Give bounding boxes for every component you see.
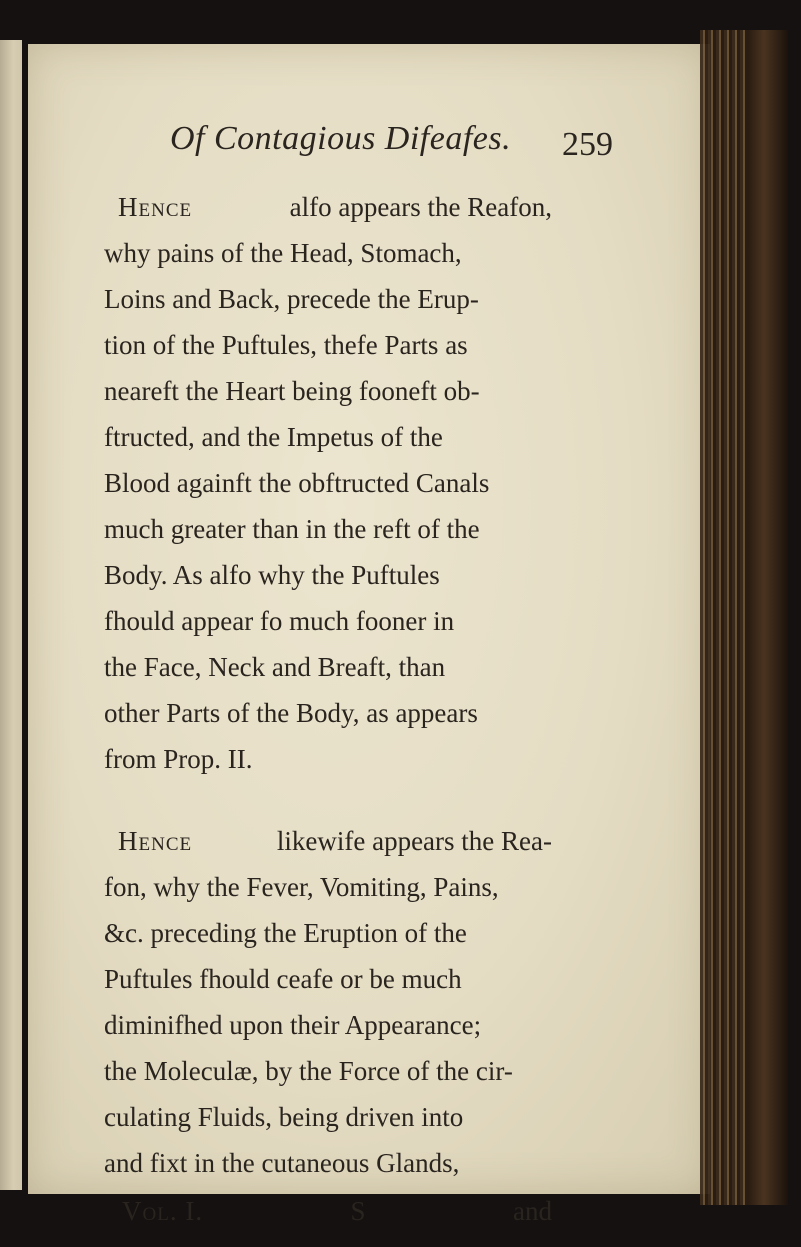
text-line: ftructed, and the Impetus of the — [104, 422, 443, 452]
facing-page-edge — [0, 40, 22, 1190]
text-line: why pains of the Head, Stomach, — [104, 238, 462, 268]
catchword: and — [513, 1196, 552, 1226]
text-line: culating Fluids, being driven into — [104, 1102, 464, 1132]
paragraph-gap — [104, 782, 552, 818]
line-text: alfo appears the Reafon, — [289, 192, 552, 222]
paragraph-1 — [104, 184, 552, 782]
text-line: from Prop. II. — [104, 744, 253, 774]
book-spine — [748, 30, 788, 1205]
lead-word: Hence — [118, 826, 193, 856]
line-text: likewife appears the Rea- — [276, 826, 552, 856]
paragraph-2 — [104, 818, 552, 1186]
signature-mark: S — [350, 1196, 366, 1226]
text-line — [104, 818, 552, 864]
text-line: Body. As alfo why the Puftules — [104, 560, 440, 590]
text-line: &c. preceding the Eruption of the — [104, 918, 467, 948]
lead-word: Hence — [118, 192, 193, 222]
text-line: much greater than in the reft of the — [104, 514, 480, 544]
page-footer — [104, 1188, 552, 1234]
text-line: tion of the Puftules, thefe Parts as — [104, 330, 468, 360]
text-line: fon, why the Fever, Vomiting, Pains, — [104, 872, 499, 902]
text-line: the Moleculæ, by the Force of the cir- — [104, 1056, 513, 1086]
text-line: Puftules fhould ceafe or be much — [104, 964, 462, 994]
text-line: neareft the Heart being fooneft ob- — [104, 376, 480, 406]
running-head: Of Contagious Difeafes. — [170, 120, 512, 157]
page-block-edge — [700, 30, 748, 1205]
text-line: fhould appear fo much fooner in — [104, 606, 455, 636]
text-line: other Parts of the Body, as appears — [104, 698, 478, 728]
text-line: Blood againft the obftructed Canals — [104, 468, 490, 498]
page-number: 259 — [562, 126, 613, 163]
text-line: Loins and Back, precede the Erup- — [104, 284, 479, 314]
text-line — [104, 184, 552, 230]
text-line: and fixt in the cutaneous Glands, — [104, 1148, 460, 1178]
text-line: the Face, Neck and Breaft, than — [104, 652, 446, 682]
body-text — [104, 184, 552, 1234]
text-line: diminifhed upon their Appearance; — [104, 1010, 482, 1040]
volume-label: Vol. I. — [122, 1196, 204, 1226]
